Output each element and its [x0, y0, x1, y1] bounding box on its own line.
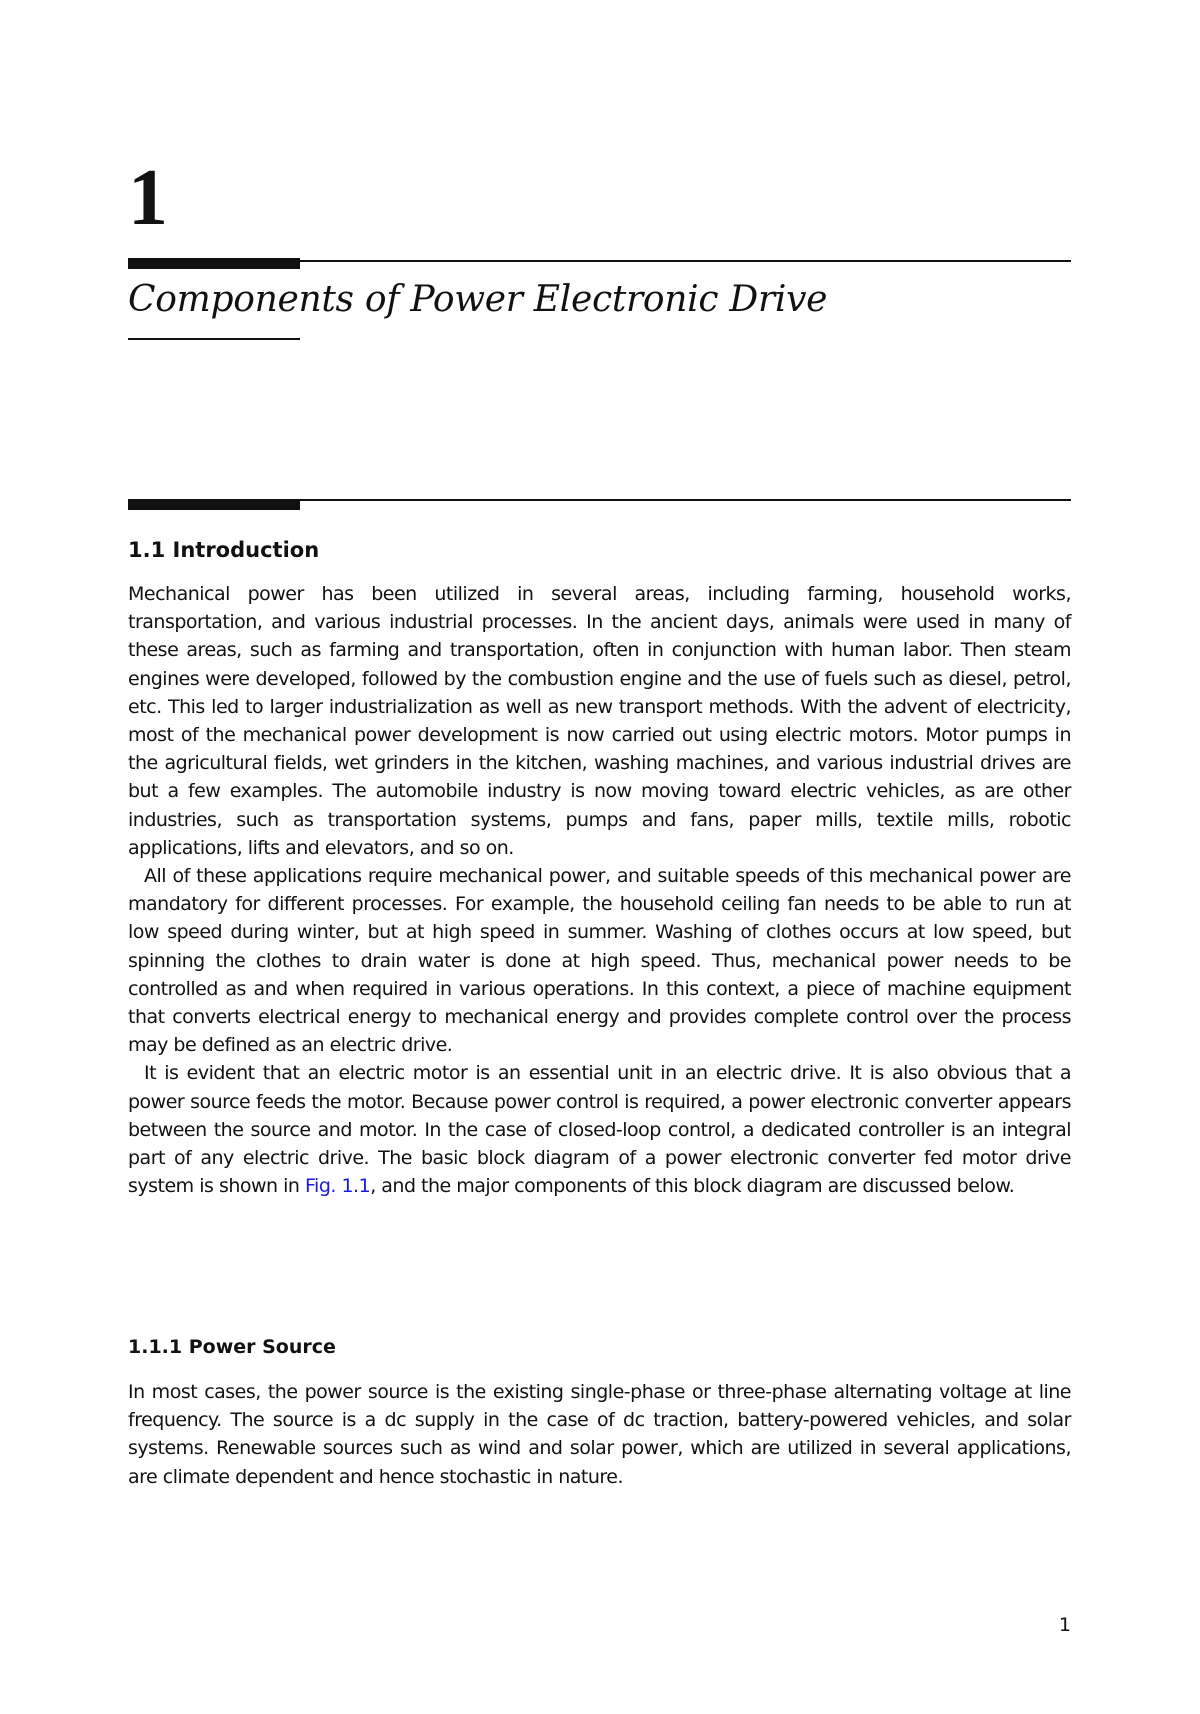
paragraph-power-source: In most cases, the power source is the existing single-phase or three-phase alternating voltage at line frequency. The source is a dc supply in the case of dc traction, battery-powered vehicles, and solar systems. Renewable sources such as wind and solar power, which are utilized in several applications, are climate dependent and hence stochastic in nature. — [128, 1381, 1071, 1488]
chapter-title: Components of Power Electronic Drive — [128, 279, 828, 320]
chapter-title-underline — [128, 338, 300, 340]
section-heading-introduction: 1.1 Introduction — [128, 538, 320, 562]
subsection-heading-power-source: 1.1.1 Power Source — [128, 1336, 336, 1358]
paragraph-mechanical-power: Mechanical power has been utilized in several areas, including farming, household works, transportation, and various industrial processes. In the ancient days, animals were used in many of these areas, such as farming and transportation, often in conjunction with human labor. Then steam engines were developed, followed by the combustion engine and the use of fuels such as diesel, petrol, etc. This led to larger industrialization as well as new transport methods. With the advent of electricity, most of the mechanical power development is now carried out using electric motors. Motor pumps in the agricultural fields, wet grinders in the kitchen, washing machines, and various industrial drives are but a few examples. The automobile industry is now moving toward electric vehicles, as are other industries, such as transportation systems, pumps and fans, paper mills, textile mills, robotic applications, lifts and elevators, and so on. — [128, 583, 1071, 859]
paragraph-electric-motor-text-b: , and the major components of this block diagram are discussed below. — [370, 1175, 1015, 1198]
paragraph-electric-motor-text-a: It is evident that an electric motor is an essential unit in an electric drive. It is also obvious that a power source feeds the motor. Because power control is required, a power electronic converter appears between the source and motor. In the case of closed-loop control, a dedicated controller is an integral part of any electric drive. The basic block diagram of a power electronic converter fed motor drive system is shown in — [128, 1062, 1071, 1198]
section-rule-thin — [128, 499, 1071, 501]
introduction-body — [128, 580, 1071, 1200]
page-number: 1 — [1058, 1614, 1071, 1636]
power-source-body — [128, 1378, 1071, 1491]
chapter-number: 1 — [128, 154, 168, 242]
chapter-rule-thin — [128, 260, 1071, 262]
paragraph-electric-motor — [128, 1059, 1071, 1200]
paragraph-applications: All of these applications require mechanical power, and suitable speeds of this mechanical power are mandatory for different processes. For example, the household ceiling fan needs to be able to run at low speed during winter, but at high speed in summer. Washing of clothes occurs at low speed, but spinning the clothes to drain water is done at high speed. Thus, mechanical power needs to be controlled as and when required in various operations. In this context, a piece of machine equipment that converts electrical energy to mechanical energy and provides complete control over the process may be defined as an electric drive. — [128, 865, 1071, 1057]
figure-1-1-link[interactable]: Fig. 1.1 — [305, 1175, 371, 1198]
